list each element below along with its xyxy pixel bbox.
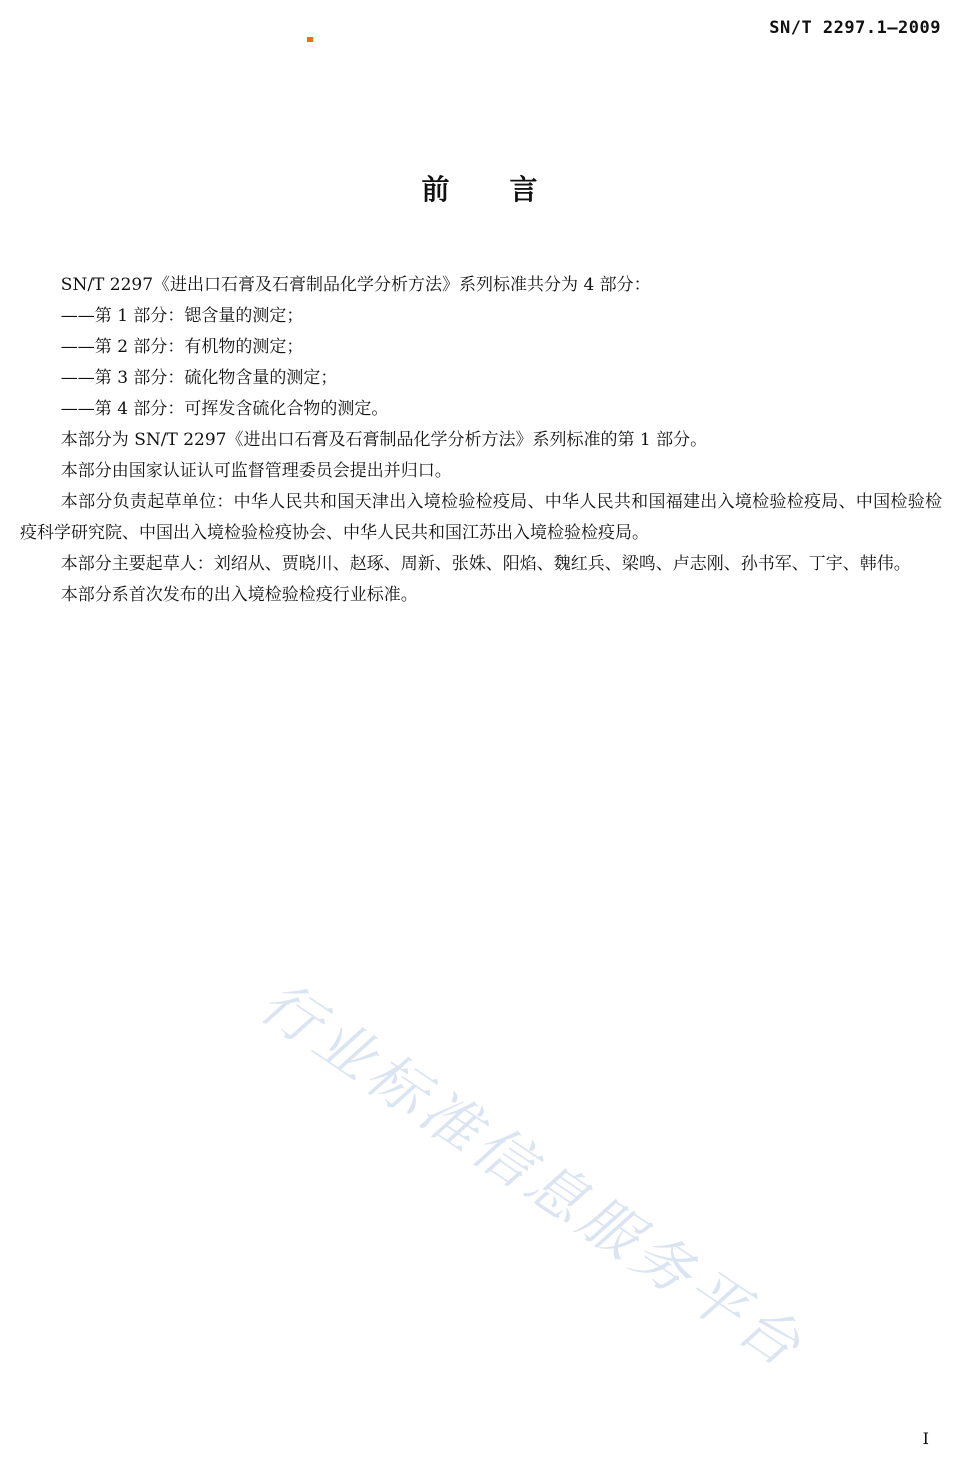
standard-code: SN/T 2297.1—2009 [769,18,941,38]
paragraph-first-release: 本部分系首次发布的出入境检验检疫行业标准。 [60,585,418,605]
watermark: 行业标准信息服务平台 [248,967,817,1383]
paragraph-this-part: 本部分为 SN/T 2297《进出口石膏及石膏制品化学分析方法》系列标准的第 1 部分。 [60,430,708,450]
paragraph-drafters: 本部分主要起草人：刘绍从、贾晓川、赵琢、周新、张姝、阳焰、魏红兵、梁鸣、卢志刚、孙书军、丁宇、韩伟。 [60,554,911,574]
page-number: I [922,1429,929,1448]
orange-corner-mark [307,37,313,42]
list-item-part-4: ——第 4 部分：可挥发含硫化合物的测定。 [60,399,389,419]
paragraph-intro: SN/T 2297《进出口石膏及石膏制品化学分析方法》系列标准共分为 4 部分： [60,275,651,295]
paragraph-drafting-units: 本部分负责起草单位：中华人民共和国天津出入境检验检疫局、中华人民共和国福建出入境检验检疫局、中国检验检疫科学研究院、中国出入境检验检疫协会、中华人民共和国江苏出入境检验检疫局。 [20,492,942,543]
list-item-part-1: ——第 1 部分：锶含量的测定； [60,306,304,326]
foreword-body [20,270,942,611]
title-char-1: 前 [421,173,452,206]
title-char-2: 言 [509,173,540,206]
list-item-part-2: ——第 2 部分：有机物的测定； [60,337,304,357]
paragraph-proposer: 本部分由国家认证认可监督管理委员会提出并归口。 [60,461,452,481]
list-item-part-3: ——第 3 部分：硫化物含量的测定； [60,368,338,388]
page-title [0,168,961,208]
